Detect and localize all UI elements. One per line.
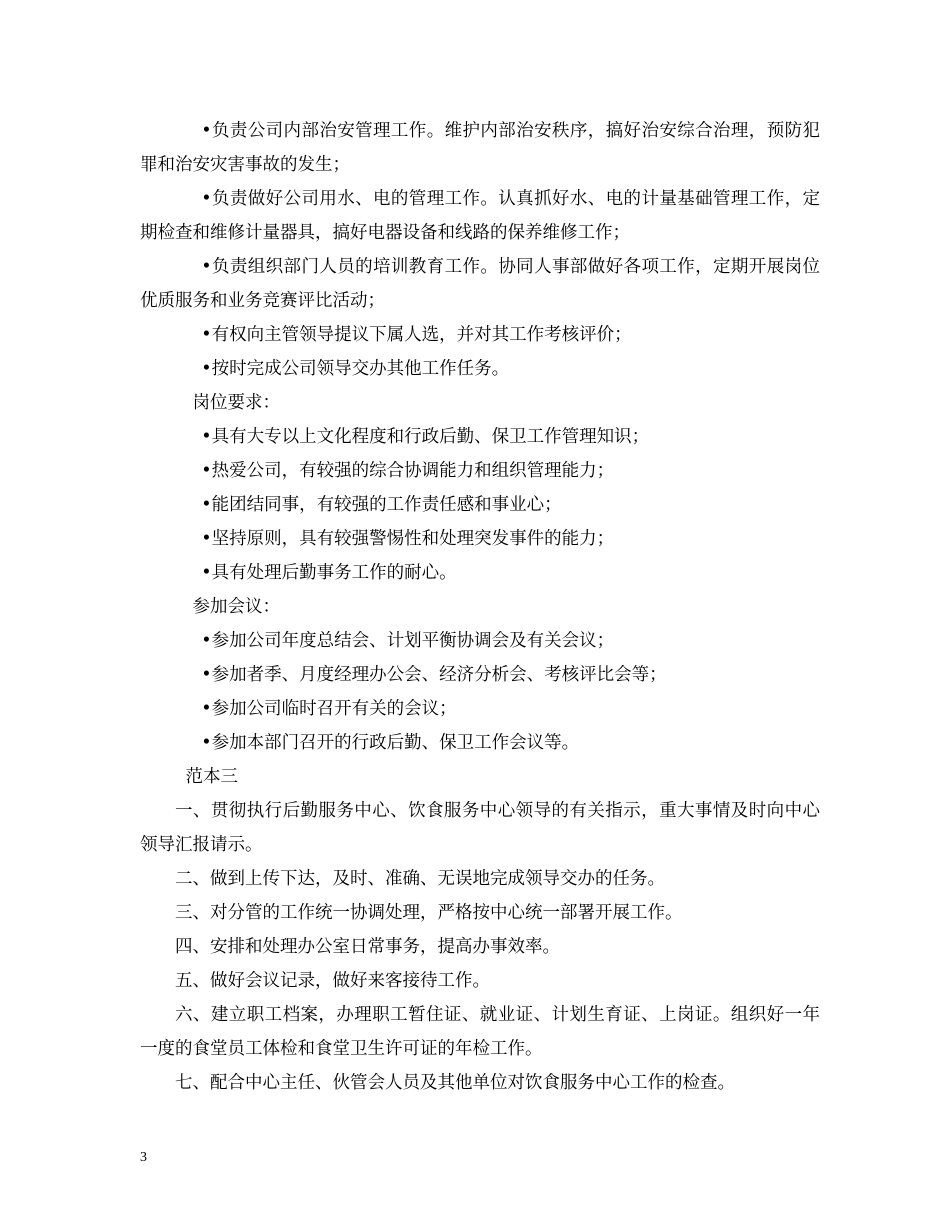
bullet-paragraph: •参加者季、月度经理办公会、经济分析会、考核评比会等； bbox=[201, 665, 667, 685]
bullet-paragraph: •坚持原则，具有较强警惕性和处理突发事件的能力； bbox=[201, 529, 615, 549]
bullet-paragraph: •参加公司临时召开有关的会议； bbox=[201, 699, 457, 719]
numbered-paragraph: 七、配合中心主任、伙管会人员及其他单位对饮食服务中心工作的检查。 bbox=[175, 1073, 735, 1093]
subheading-requirements: 岗位要求： bbox=[192, 393, 280, 413]
bullet-paragraph: •能团结同事，有较强的工作责任感和事业心； bbox=[201, 495, 562, 515]
section-title: 范本三 bbox=[185, 767, 238, 787]
numbered-paragraph: 二、做到上传下达，及时、准确、无误地完成领导交办的任务。 bbox=[175, 869, 665, 889]
page-number: 3 bbox=[140, 1150, 147, 1165]
bullet-paragraph: •参加公司年度总结会、计划平衡协调会及有关会议； bbox=[201, 631, 615, 651]
numbered-paragraph: 三、对分管的工作统一协调处理，严格按中心统一部署开展工作。 bbox=[175, 903, 683, 923]
numbered-paragraph: 四、安排和处理办公室日常事务，提高办事效率。 bbox=[175, 937, 560, 957]
bullet-paragraph: •按时完成公司领导交办其他工作任务。 bbox=[201, 359, 510, 379]
bullet-paragraph: •有权向主管领导提议下属人选，并对其工作考核评价； bbox=[201, 325, 632, 345]
bullet-paragraph: •负责公司内部治安管理工作。维护内部治安秩序，搞好治安综合治理，预防犯罪和治安灾害事故的发生； bbox=[140, 121, 820, 175]
document-body bbox=[140, 114, 820, 1100]
numbered-paragraph: 一、贯彻执行后勤服务中心、饮食服务中心领导的有关指示，重大事情及时向中心领导汇报请示。 bbox=[140, 801, 820, 855]
numbered-paragraph: 五、做好会议记录，做好来客接待工作。 bbox=[175, 971, 490, 991]
bullet-paragraph: •参加本部门召开的行政后勤、保卫工作会议等。 bbox=[201, 733, 580, 753]
bullet-paragraph: •负责做好公司用水、电的管理工作。认真抓好水、电的计量基础管理工作，定期检查和维修计量器具，搞好电器设备和线路的保养维修工作； bbox=[140, 189, 820, 243]
numbered-paragraph: 六、建立职工档案，办理职工暂住证、就业证、计划生育证、上岗证。组织好一年一度的食堂员工体检和食堂卫生许可证的年检工作。 bbox=[140, 1005, 820, 1059]
bullet-paragraph: •热爱公司，有较强的综合协调能力和组织管理能力； bbox=[201, 461, 615, 481]
bullet-paragraph: •负责组织部门人员的培训教育工作。协同人事部做好各项工作，定期开展岗位优质服务和业务竞赛评比活动； bbox=[140, 257, 820, 311]
bullet-paragraph: •具有大专以上文化程度和行政后勤、保卫工作管理知识； bbox=[201, 427, 650, 447]
subheading-meetings: 参加会议： bbox=[192, 597, 280, 617]
bullet-paragraph: •具有处理后勤事务工作的耐心。 bbox=[201, 563, 457, 583]
